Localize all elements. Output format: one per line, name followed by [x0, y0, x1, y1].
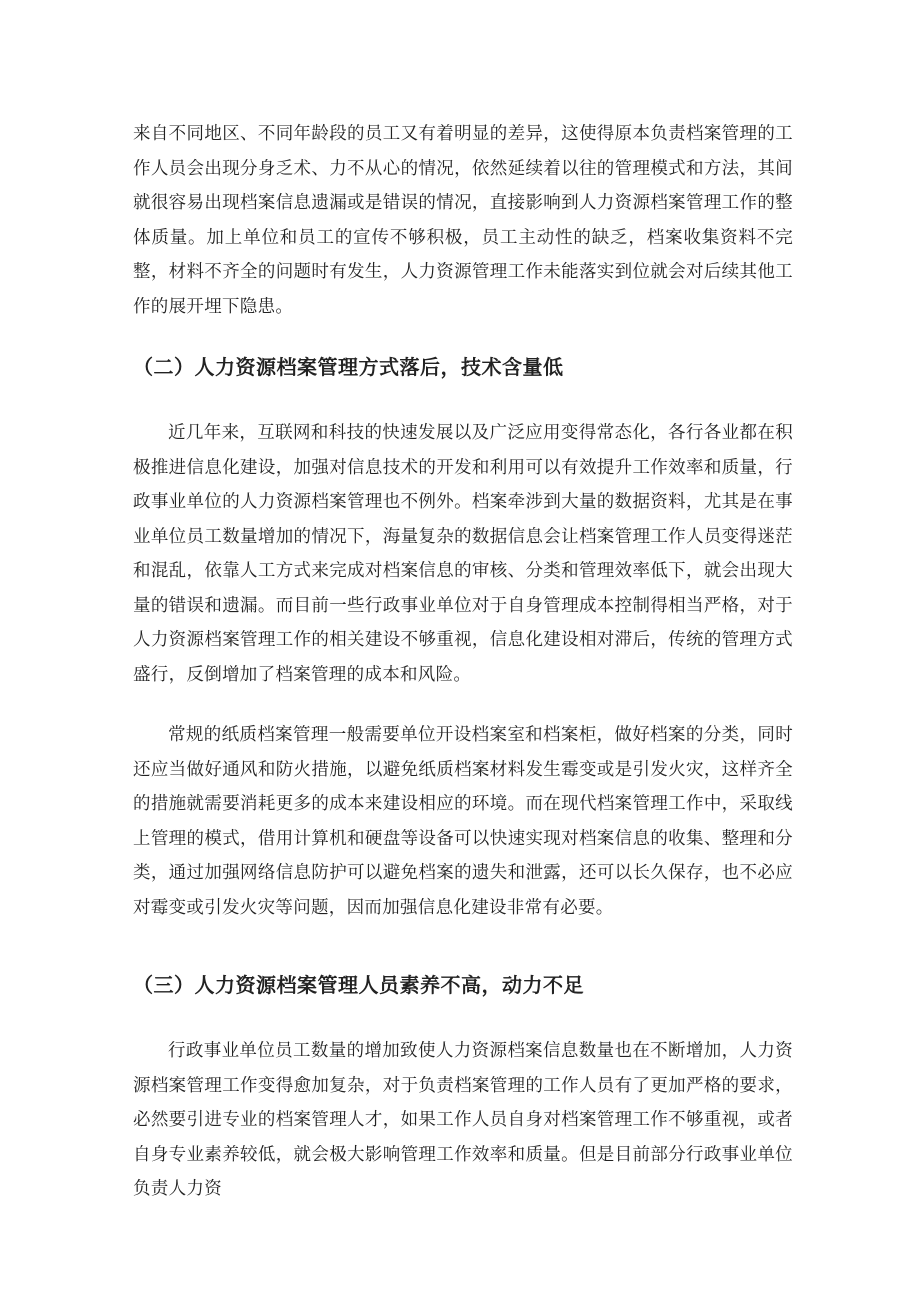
body-paragraph: 常规的纸质档案管理一般需要单位开设档案室和档案柜，做好档案的分类，同时还应当做好通风和防火措施，以避免纸质档案材料发生霉变或是引发火灾，这样齐全的措施就需要消耗更多的成本来建设相应的环境。而在现代档案管理工作中，采取线上管理的模式，借用计算机和硬盘等设备可以快速实现对档案信息的收集、整理和分类，通过加强网络信息防护可以避免档案的遗失和泄露，还可以长久保存，也不必应对霉变或引发火灾等问题，因而加强信息化建设非常有必要。 [133, 725, 793, 918]
body-paragraph: 行政事业单位员工数量的增加致使人力资源档案信息数量也在不断增加，人力资源档案管理工作变得愈加复杂，对于负责档案管理的工作人员有了更加严格的要求，必然要引进专业的档案管理人才，如果工作人员自身对档案管理工作不够重视，或者自身专业素养较低，就会极大影响管理工作效率和质量。但是目前部分行政事业单位负责人力资 [133, 1041, 793, 1199]
section-heading: （二）人力资源档案管理方式落后，技术含量低 [133, 355, 564, 379]
section-heading: （三）人力资源档案管理人员素养不高，动力不足 [133, 973, 584, 997]
body-paragraph: 来自不同地区、不同年龄段的员工又有着明显的差异，这使得原本负责档案管理的工作人员会出现分身乏术、力不从心的情况，依然延续着以往的管理模式和方法，其间就很容易出现档案信息遗漏或是错误的情况，直接影响到人力资源档案管理工作的整体质量。加上单位和员工的宣传不够积极，员工主动性的缺乏，档案收集资料不完整，材料不齐全的问题时有发生，人力资源管理工作未能落实到位就会对后续其他工作的展开埋下隐患。 [133, 124, 793, 317]
body-paragraph: 近几年来，互联网和科技的快速发展以及广泛应用变得常态化，各行各业都在积极推进信息化建设，加强对信息技术的开发和利用可以有效提升工作效率和质量，行政事业单位的人力资源档案管理也不例外。档案牵涉到大量的数据资料，尤其是在事业单位员工数量增加的情况下，海量复杂的数据信息会让档案管理工作人员变得迷茫和混乱，依靠人工方式来完成对档案信息的审核、分类和管理效率低下，就会出现大量的错误和遗漏。而目前一些行政事业单位对于自身管理成本控制得相当严格，对于人力资源档案管理工作的相关建设不够重视，信息化建设相对滞后，传统的管理方式盛行，反倒增加了档案管理的成本和风险。 [133, 423, 793, 685]
